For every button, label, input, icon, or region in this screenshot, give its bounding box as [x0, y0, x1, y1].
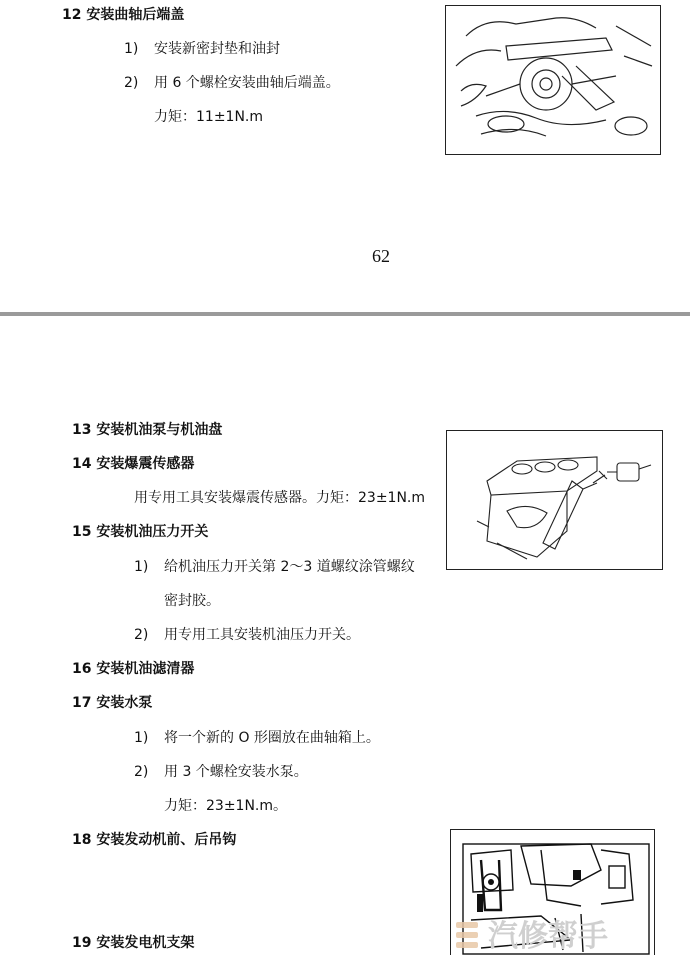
section-15-heading: 15 安装机油压力开关: [72, 524, 209, 540]
step-number: 2): [134, 764, 149, 780]
section-14-text: 用专用工具安装爆震传感器。力矩：23±1N.m: [134, 490, 426, 506]
step-number: 2): [124, 75, 139, 91]
section-16-heading: 16 安装机油滤清器: [72, 661, 195, 677]
step-17-1: [134, 727, 380, 747]
step-number: 2): [134, 627, 149, 643]
section-17-heading: 17 安装水泵: [72, 695, 153, 711]
step-15-1: [134, 556, 415, 576]
torque-17: 力矩：23±1N.m。: [164, 798, 288, 814]
section-18-heading: 18 安装发动机前、后吊钩: [72, 832, 237, 848]
step-text: 安装新密封垫和油封: [154, 41, 280, 57]
step-number: 1): [134, 730, 149, 746]
step-17-2: [134, 761, 308, 781]
step-12-2: [124, 72, 340, 92]
crankshaft-rear-cover-illustration: [446, 6, 660, 154]
torque-12: 力矩：11±1N.m: [154, 109, 264, 125]
step-text: 用 6 个螺栓安装曲轴后端盖。: [154, 75, 340, 91]
figure-knock-sensor: [446, 430, 663, 570]
section-12-heading: 12 安装曲轴后端盖: [62, 7, 185, 23]
page-number: 62: [372, 246, 390, 266]
step-15-1-cont: 密封胶。: [164, 593, 220, 609]
watermark-logo: [450, 908, 690, 954]
watermark-text: 汽修帮手: [488, 919, 608, 954]
step-text: 将一个新的 O 形圈放在曲轴箱上。: [164, 730, 380, 746]
step-text: 给机油压力开关第 2～3 道螺纹涂管螺纹: [164, 559, 415, 575]
section-14-heading: 14 安装爆震传感器: [72, 456, 195, 472]
knock-sensor-illustration: [447, 431, 662, 569]
step-number: 1): [124, 41, 139, 57]
step-text: 用专用工具安装机油压力开关。: [164, 627, 360, 643]
page-divider: [0, 312, 690, 316]
section-19-heading: 19 安装发电机支架: [72, 935, 195, 951]
step-15-2: [134, 624, 360, 644]
watermark-icon: [450, 908, 690, 954]
step-number: 1): [134, 559, 149, 575]
figure-crankshaft-rear-cover: [445, 5, 661, 155]
step-12-1: [124, 38, 280, 58]
step-text: 用 3 个螺栓安装水泵。: [164, 764, 308, 780]
section-13-heading: 13 安装机油泵与机油盘: [72, 422, 223, 438]
